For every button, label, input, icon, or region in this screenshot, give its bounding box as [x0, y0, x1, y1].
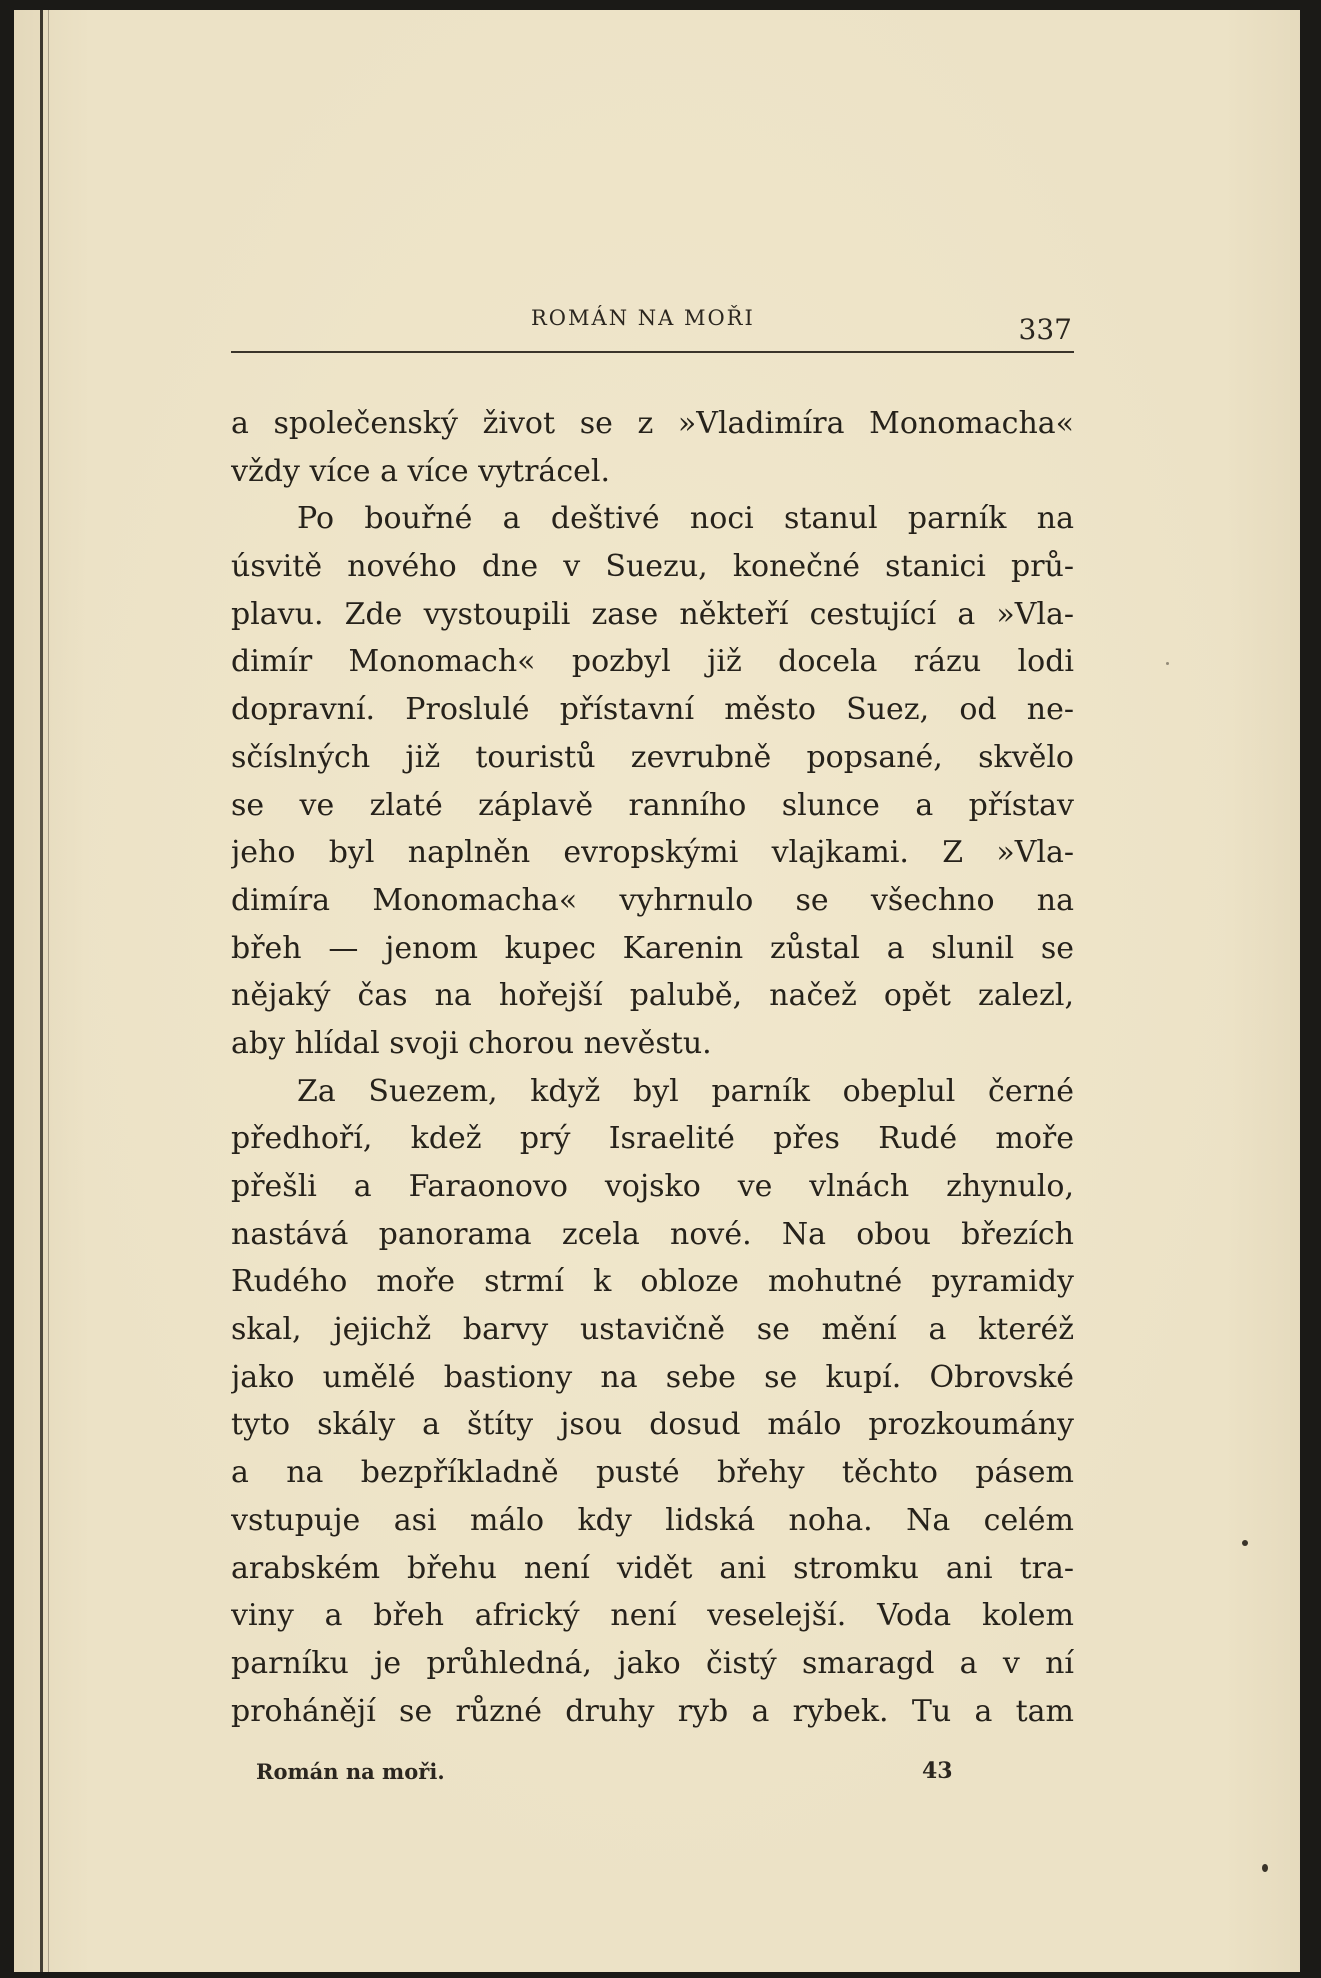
- paper-speck: [1242, 1540, 1248, 1546]
- text-line: vstupuje asi málo kdy lidská noha. Na celém: [231, 1502, 1074, 1538]
- text-line: parníku je průhledná, jako čistý smaragd a v ní: [231, 1645, 1074, 1681]
- running-head: [231, 293, 1074, 353]
- text-line: nějaký čas na hořejší palubě, načež opět zalezl,: [231, 978, 1074, 1014]
- text-line: nastává panorama zcela nové. Na obou březích: [231, 1216, 1074, 1252]
- text-line: Po bouřné a deštivé noci stanul parník na: [297, 501, 1074, 537]
- text-line: skal, jejichž barvy ustavičně se mění a kteréž: [231, 1312, 1074, 1348]
- text-line: dimír Monomach« pozbyl již docela rázu lodi: [231, 644, 1074, 680]
- text-line: jeho byl naplněn evropskými vlajkami. Z »Vla-: [231, 835, 1074, 871]
- text-line: předhoří, kdež prý Israelité přes Rudé moře: [231, 1121, 1074, 1157]
- signature-mark: Román na moři.: [256, 1759, 445, 1784]
- text-line: vždy více a více vytrácel.: [231, 453, 610, 489]
- running-head-title: ROMÁN NA MOŘI: [531, 306, 755, 330]
- text-line: jako umělé bastiony na sebe se kupí. Obrovské: [231, 1359, 1074, 1395]
- text-line: plavu. Zde vystoupili zase někteří cestující a »Vla-: [231, 596, 1074, 632]
- text-line: sčíslných již touristů zevrubně popsané, skvělo: [231, 739, 1074, 775]
- text-line: Za Suezem, když byl parník obeplul černé: [297, 1073, 1074, 1109]
- text-line: přešli a Faraonovo vojsko ve vlnách zhynulo,: [231, 1169, 1074, 1204]
- body-text: [231, 400, 1074, 1735]
- text-line: arabském břehu není vidět ani stromku ani tra-: [231, 1550, 1074, 1586]
- text-line: viny a břeh africký není veselejší. Voda kolem: [231, 1598, 1074, 1634]
- text-line: se ve zlaté záplavě ranního slunce a přístav: [231, 787, 1074, 823]
- book-page: [14, 10, 1300, 1972]
- text-line: úsvitě nového dne v Suezu, konečné stanici prů-: [231, 549, 1074, 585]
- text-line: a na bezpříkladně pusté břehy těchto pásem: [231, 1455, 1074, 1491]
- paper-speck: [1166, 662, 1169, 665]
- text-line: a společenský život se z »Vladimíra Monomacha«: [231, 406, 1074, 441]
- page-number: 337: [1018, 313, 1072, 346]
- paper-speck: [1262, 1864, 1268, 1872]
- text-line: břeh — jenom kupec Karenin zůstal a slunil se: [231, 930, 1074, 966]
- page-binding-shadow: [48, 10, 49, 1972]
- text-line: Rudého moře strmí k obloze mohutné pyramidy: [231, 1264, 1074, 1300]
- sheet-number: 43: [922, 1758, 953, 1784]
- page-binding-edge: [40, 10, 43, 1972]
- text-line: tyto skály a štíty jsou dosud málo prozkoumány: [231, 1407, 1074, 1443]
- text-line: prohánějí se různé druhy ryb a rybek. Tu a tam: [231, 1693, 1074, 1729]
- text-line: dimíra Monomacha« vyhrnulo se všechno na: [231, 882, 1074, 918]
- text-line: dopravní. Proslulé přístavní město Suez, od ne-: [231, 692, 1074, 728]
- text-line: aby hlídal svoji chorou nevěstu.: [231, 1025, 712, 1061]
